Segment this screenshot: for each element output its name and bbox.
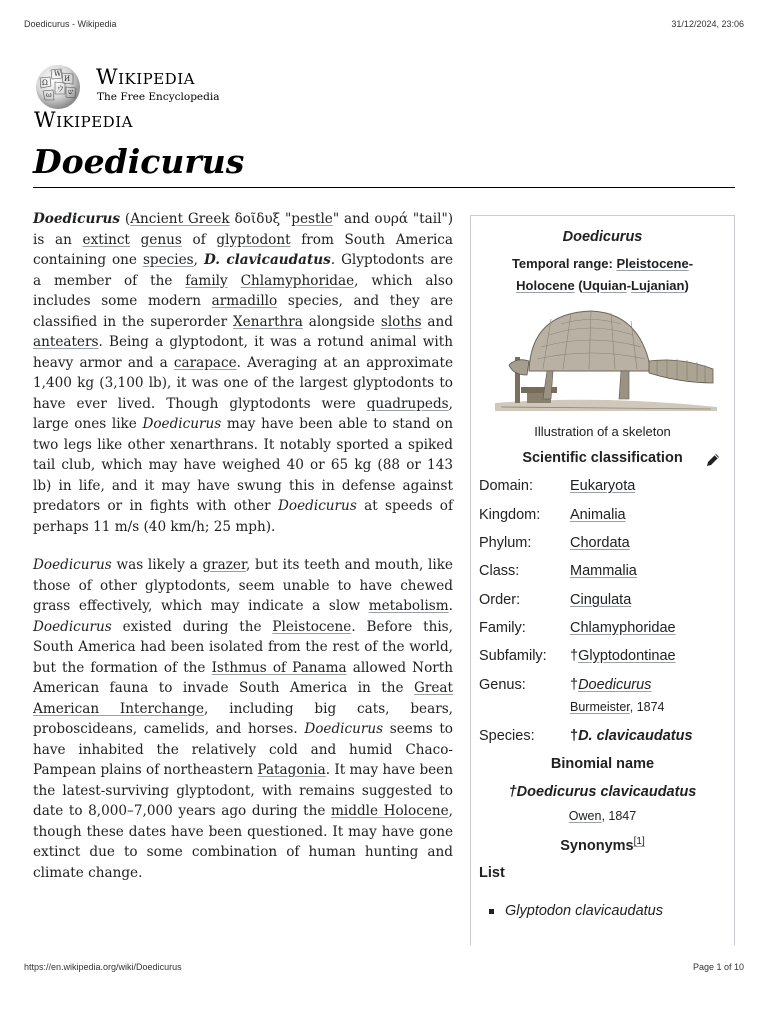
link-pleistocene-range[interactable]: Pleistocene xyxy=(616,256,689,271)
link-armadillo[interactable]: armadillo xyxy=(211,293,278,309)
link-pestle[interactable]: pestle xyxy=(291,211,333,227)
link-chlamyphoridae[interactable]: Chlamyphoridae xyxy=(240,272,355,289)
title-divider xyxy=(33,187,735,188)
link-isthmus-of-panama[interactable]: Isthmus of Panama xyxy=(211,659,347,676)
link-middle-holocene[interactable]: middle Holocene xyxy=(331,803,449,819)
link-genus[interactable]: genus xyxy=(140,231,182,248)
link-species[interactable]: species xyxy=(142,252,194,268)
rank-family: Family: xyxy=(479,620,526,636)
genus-mention: Doedicurus xyxy=(278,498,357,514)
text-run: ( xyxy=(120,211,131,227)
rank-subfamily: Subfamily: xyxy=(479,648,547,664)
svg-text:ש: ש xyxy=(68,88,73,96)
genus-authority xyxy=(570,700,665,714)
binomial-name: †Doedicurus clavicaudatus xyxy=(508,784,697,800)
species-name: D. clavicaudatus xyxy=(203,252,331,268)
link-sloths[interactable]: sloths xyxy=(380,313,422,330)
text-run: . It may have been the latest-surviving glyptodont, with remains suggested to date to 8,000–7,000 years ago during the xyxy=(33,762,453,819)
genus-mention: Doedicurus xyxy=(33,618,112,635)
rank-order: Order: xyxy=(479,592,521,608)
wikipedia-globe-icon[interactable] xyxy=(33,64,89,110)
text-run xyxy=(130,232,141,248)
text-run: , but its teeth and mouth, like those of other glyptodonts, seem unable to have chewed grass effectively, which may indicate a slow xyxy=(33,557,453,614)
synonyms-list-toggle[interactable]: List xyxy=(479,865,505,881)
text-run: was likely a xyxy=(111,557,203,573)
text-run: , which also includes some modern xyxy=(33,272,454,309)
taxon-mammalia[interactable]: Mammalia xyxy=(570,563,637,579)
link-owen[interactable]: Owen xyxy=(568,809,602,823)
article-body xyxy=(33,209,453,901)
rank-kingdom: Kingdom: xyxy=(479,507,541,523)
synonym-item: Glyptodon clavicaudatus xyxy=(505,903,663,919)
species-value: D. clavicaudatus xyxy=(578,728,693,744)
text-run: at speeds of perhaps 11 m/s (40 km/h; 25 mph). xyxy=(33,498,453,535)
taxon-chordata[interactable]: Chordata xyxy=(570,535,630,551)
rank-domain: Domain: xyxy=(479,478,533,494)
svg-text:И: И xyxy=(64,75,71,83)
rank-genus: Genus: xyxy=(479,677,526,693)
text-run: - xyxy=(626,278,632,293)
taxon-animalia[interactable]: Animalia xyxy=(570,507,626,523)
link-family[interactable]: family xyxy=(185,272,228,289)
link-burmeister[interactable]: Burmeister xyxy=(570,700,630,714)
skeleton-illustration[interactable] xyxy=(491,299,721,417)
svg-text:W: W xyxy=(54,70,62,78)
link-lujanian[interactable]: Lujanian xyxy=(631,278,685,293)
text-run: δοῖδυξ " xyxy=(229,211,292,227)
text-run xyxy=(228,273,241,289)
taxon-species xyxy=(570,728,693,744)
text-run: . Glyptodonts are a member of the xyxy=(33,252,453,289)
text-run: ) xyxy=(684,278,689,293)
print-datetime: 31/12/2024, 23:06 xyxy=(671,19,744,29)
link-patagonia[interactable]: Patagonia xyxy=(257,762,326,778)
link-uquian[interactable]: Uquian xyxy=(582,278,627,293)
svg-text:ω: ω xyxy=(46,91,52,99)
wikipedia-wordmark-secondary[interactable]: Wikipedia xyxy=(34,108,133,132)
genus-mention: Doedicurus xyxy=(304,721,384,737)
reference-link-1[interactable]: [1] xyxy=(633,836,645,847)
wikipedia-tagline: The Free Encyclopedia xyxy=(97,91,220,103)
svg-text:Ω: Ω xyxy=(42,79,48,87)
taxon-doedicurus[interactable]: Doedicurus xyxy=(578,677,652,693)
page-tab-title: Doedicurus - Wikipedia xyxy=(24,19,117,29)
link-extinct[interactable]: extinct xyxy=(82,231,130,248)
page-title: Doedicurus xyxy=(33,142,245,181)
link-quadrupeds[interactable]: quadrupeds xyxy=(366,395,449,412)
text-run: , though these dates have been questioned. It may have gone extinct due to some combination of human hunting and climate change. xyxy=(33,803,453,881)
bullet-icon xyxy=(489,909,494,914)
link-great-american-interchange[interactable]: Great American Interchange xyxy=(33,680,453,717)
text-run: . Being a glyptodont, it was a rotund animal with heavy armor and a xyxy=(33,334,453,371)
synonyms-label: Synonyms xyxy=(560,837,634,854)
rank-phylum: Phylum: xyxy=(479,535,532,551)
text-run: , large ones like xyxy=(33,395,453,432)
scientific-classification-header: Scientific classification xyxy=(522,450,683,466)
taxon-genus xyxy=(570,677,651,693)
link-ancient-greek[interactable]: Ancient Greek xyxy=(130,211,230,227)
extinct-dagger: † xyxy=(570,648,579,664)
text-run: of xyxy=(181,231,217,248)
link-glyptodont[interactable]: glyptodont xyxy=(216,231,291,248)
text-run: species, and they are classified in the superorder xyxy=(33,293,453,330)
lead-paragraph-1 xyxy=(33,209,453,537)
text-run: may have been able to stand on two legs like other xenarthrans. It notably sported a spiked tail club, which may have weighed 40 or 65 kg (88 or 143 lb) in life, and it may have swung this in defense against predators or in fights with other xyxy=(33,416,453,514)
page-url[interactable]: https://en.wikipedia.org/wiki/Doedicurus xyxy=(24,962,182,972)
link-holocene[interactable]: Holocene xyxy=(516,278,575,293)
lead-paragraph-2 xyxy=(33,555,453,883)
image-caption: Illustration of a skeleton xyxy=(534,424,671,439)
wikipedia-wordmark[interactable]: Wikipedia xyxy=(96,65,195,89)
text-run: . xyxy=(448,598,453,614)
genus-mention: Doedicurus xyxy=(142,416,222,432)
link-grazer[interactable]: grazer xyxy=(202,557,246,573)
taxon-cingulata[interactable]: Cingulata xyxy=(570,592,632,608)
text-run: . Before this, South America had been isolated from the rest of the world, but the formation of the xyxy=(33,618,453,676)
text-run: . Averaging at an approximate 1,400 kg (3,100 lb), it was one of the largest glyptodonts to have ever lived. Though glyptodonts were xyxy=(33,354,453,412)
text-run: and xyxy=(421,313,453,330)
rank-class: Class: xyxy=(479,563,520,579)
temporal-range-label: Temporal range: xyxy=(511,256,617,271)
extinct-dagger: † xyxy=(570,728,579,744)
link-xenarthra[interactable]: Xenarthra xyxy=(233,313,303,330)
text-run: , xyxy=(193,252,204,268)
genus-year: , 1874 xyxy=(629,700,665,714)
text-run: allowed North American fauna to invade South America in the xyxy=(33,659,453,696)
text-run: ( xyxy=(574,278,583,293)
taxobox xyxy=(470,215,735,945)
text-run: , including big cats, bears, proboscideans, camelids, and horses. xyxy=(33,700,454,737)
text-run: from South America containing one xyxy=(33,231,454,268)
taxon-subfamily xyxy=(570,648,676,664)
text-run: " and ουρά "tail") is an xyxy=(33,211,453,248)
link-carapace[interactable]: carapace xyxy=(173,354,237,371)
binomial-year: , 1847 xyxy=(601,809,637,823)
extinct-dagger: † xyxy=(570,677,579,693)
article-subject: Doedicurus xyxy=(33,211,121,227)
text-run: seems to have inhabited the relatively cold and humid Chaco-Pampean plains of northeastern xyxy=(33,721,453,778)
text-run: existed during the xyxy=(111,618,273,635)
taxobox-title: Doedicurus xyxy=(562,229,643,245)
text-run: alongside xyxy=(302,313,381,330)
link-anteaters[interactable]: anteaters xyxy=(33,334,99,350)
text-run: - xyxy=(688,256,694,271)
link-metabolism[interactable]: metabolism xyxy=(368,598,449,614)
binomial-authority xyxy=(471,809,734,823)
taxon-eukaryota[interactable]: Eukaryota xyxy=(570,478,636,494)
svg-text:ウ: ウ xyxy=(57,85,64,93)
pencil-icon[interactable] xyxy=(705,452,721,468)
synonyms-header xyxy=(471,836,734,854)
rank-species: Species: xyxy=(479,728,535,744)
page-indicator: Page 1 of 10 xyxy=(692,962,744,972)
temporal-range xyxy=(471,253,734,297)
binomial-name-header: Binomial name xyxy=(550,756,655,772)
taxon-chlamyphoridae[interactable]: Chlamyphoridae xyxy=(570,620,676,636)
genus-mention: Doedicurus xyxy=(33,557,112,573)
link-pleistocene[interactable]: Pleistocene xyxy=(272,618,352,635)
taxon-glyptodontinae[interactable]: Glyptodontinae xyxy=(578,648,676,664)
